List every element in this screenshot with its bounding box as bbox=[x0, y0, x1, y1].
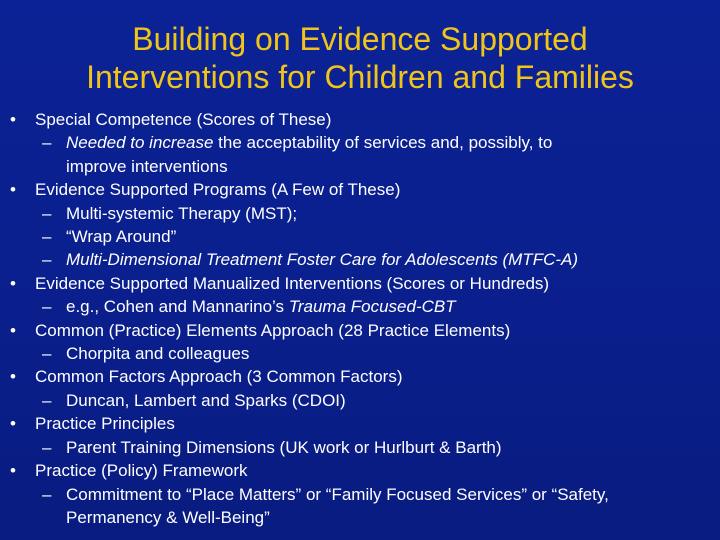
dash-icon: – bbox=[42, 297, 52, 317]
dash-icon: – bbox=[42, 344, 52, 364]
bullet-text: Common Factors Approach (3 Common Factors) bbox=[35, 367, 403, 387]
dash-icon: – bbox=[42, 227, 52, 247]
bullet-text: Common (Practice) Elements Approach (28 Practice Elements) bbox=[35, 320, 511, 340]
dash-icon: – bbox=[42, 437, 52, 457]
bullet-text: Practice (Policy) Framework bbox=[35, 461, 248, 481]
bullet-icon: • bbox=[10, 273, 16, 293]
dash-icon: – bbox=[42, 133, 52, 153]
bullet-item bbox=[0, 272, 720, 295]
bullet-icon: • bbox=[10, 461, 16, 481]
sub-item-text: Commitment to “Place Matters” or “Family Focused Services” or “Safety, bbox=[66, 484, 609, 504]
sub-item-italic: Needed to increase bbox=[66, 133, 214, 153]
bullet-text: Special Competence (Scores of These) bbox=[35, 110, 332, 129]
sub-item-text: Multi-systemic Therapy (MST); bbox=[66, 203, 298, 223]
sub-item-text: e.g., Cohen and Mannarino’s bbox=[66, 297, 289, 317]
sub-item-text: Duncan, Lambert and Sparks (CDOI) bbox=[66, 390, 346, 410]
bullet-icon: • bbox=[10, 180, 16, 200]
sub-item-italic: Trauma Focused-CBT bbox=[288, 297, 456, 317]
sub-item bbox=[0, 248, 720, 271]
bullet-text: Practice Principles bbox=[35, 414, 175, 434]
bullet-item bbox=[0, 319, 720, 342]
sub-item bbox=[0, 342, 720, 365]
bullet-item bbox=[0, 178, 720, 201]
bullet-item bbox=[0, 459, 720, 482]
slide-title bbox=[20, 20, 700, 96]
dash-icon: – bbox=[42, 390, 52, 410]
bullet-text: Evidence Supported Manualized Interventions (Scores or Hundreds) bbox=[35, 273, 550, 293]
bullet-item bbox=[0, 108, 720, 131]
sub-item-text: Parent Training Dimensions (UK work or Hurlburt & Barth) bbox=[66, 437, 502, 457]
bullet-icon: • bbox=[10, 414, 16, 434]
sub-item bbox=[0, 131, 720, 178]
sub-item bbox=[0, 436, 720, 459]
bullet-icon: • bbox=[10, 320, 16, 340]
dash-icon: – bbox=[42, 250, 52, 270]
bullet-icon: • bbox=[10, 110, 16, 129]
sub-item-text: the acceptability of services and, possibly, to bbox=[213, 133, 553, 153]
bullet-item bbox=[0, 412, 720, 435]
sub-item-text: Chorpita and colleagues bbox=[66, 344, 250, 364]
bullet-item bbox=[0, 365, 720, 388]
bullet-icon: • bbox=[10, 367, 16, 387]
sub-item bbox=[0, 295, 720, 318]
sub-item bbox=[0, 225, 720, 248]
title-line-1: Building on Evidence Supported bbox=[132, 21, 588, 57]
sub-item-italic: Multi-Dimensional Treatment Foster Care for Adolescents (MTFC-A) bbox=[66, 250, 579, 270]
sub-item bbox=[0, 202, 720, 225]
sub-item-continuation: Permanency & Well-Being” bbox=[66, 507, 270, 527]
dash-icon: – bbox=[42, 203, 52, 223]
sub-item bbox=[0, 389, 720, 412]
bullet-list bbox=[0, 108, 720, 529]
sub-item-text: “Wrap Around” bbox=[66, 227, 177, 247]
bullet-text: Evidence Supported Programs (A Few of These) bbox=[35, 180, 401, 200]
dash-icon: – bbox=[42, 484, 52, 504]
sub-item-continuation: improve interventions bbox=[66, 156, 228, 176]
sub-item bbox=[0, 483, 720, 530]
title-line-2: Interventions for Children and Families bbox=[86, 59, 634, 95]
